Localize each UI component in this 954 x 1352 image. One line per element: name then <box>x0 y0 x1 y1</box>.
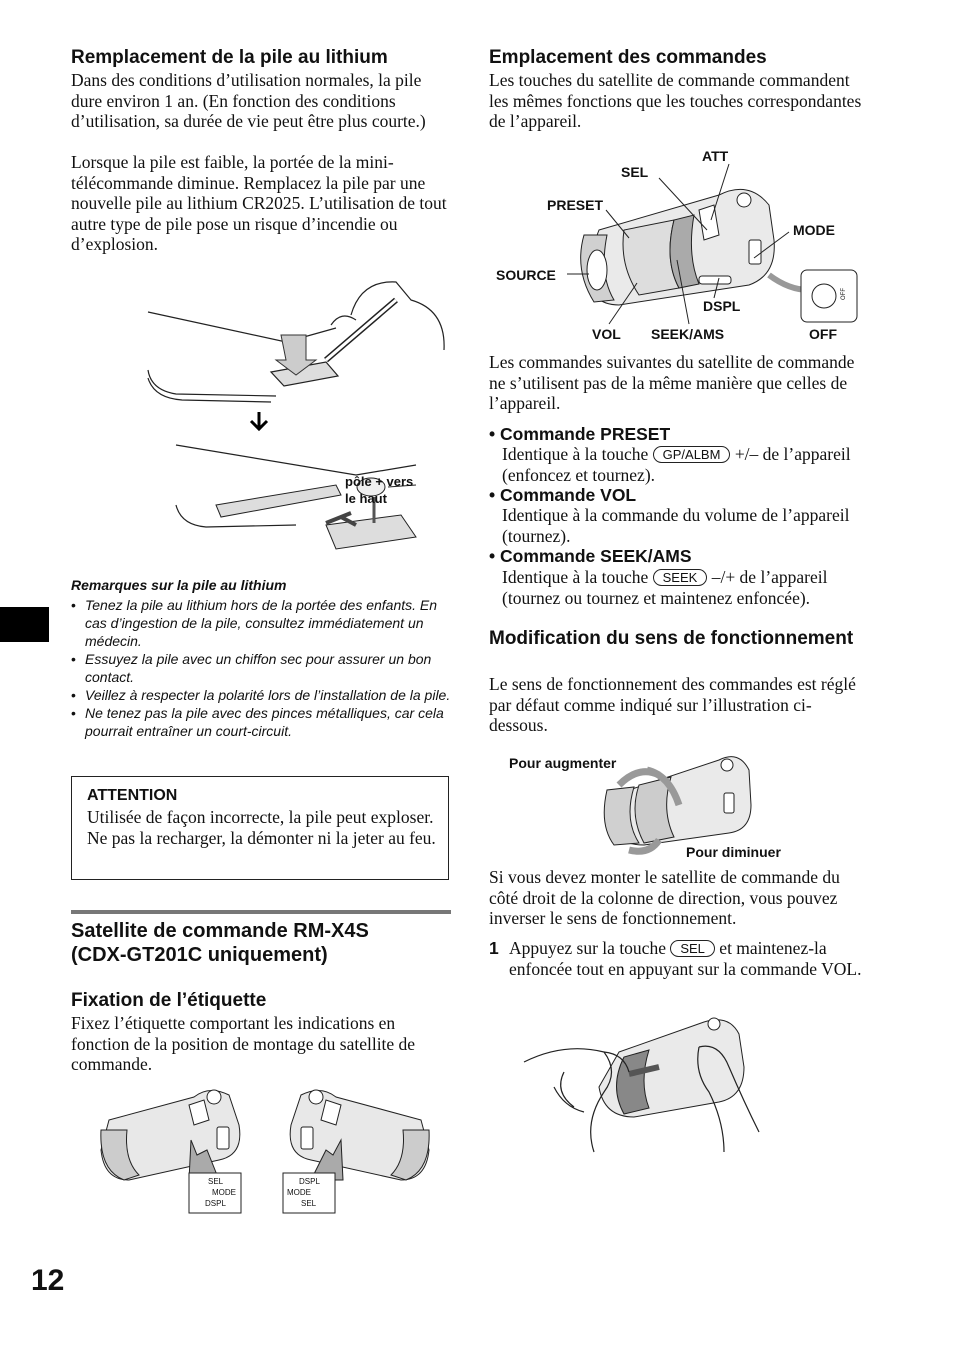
pole-label-2: le haut <box>345 491 387 506</box>
seek-title: • Commande SEEK/AMS <box>489 546 692 566</box>
notes-title: Remarques sur la pile au lithium <box>71 577 287 593</box>
vol-body: Identique à la commande du volume de l’appareil (tournez). <box>502 505 850 546</box>
label-off: OFF <box>809 326 837 342</box>
preset-title: • Commande PRESET <box>489 424 671 444</box>
difference-body: Les commandes suivantes du satellite de commande ne s’utilisent pas de la même manière que celles de l’appareil. <box>489 352 855 413</box>
attention-title: ATTENTION <box>87 787 178 804</box>
label-seek-ams: SEEK/AMS <box>651 326 725 342</box>
notes-list <box>71 596 451 740</box>
note-item: • Essuyez la pile avec un chiffon sec pour assurer un bon contact. <box>71 650 451 686</box>
preset-body: Identique à la touche GP/ALBM +/– de l’appareil (enfoncez et tournez). <box>502 444 851 485</box>
sticker-right-dspl: DSPL <box>299 1177 320 1186</box>
label-dspl: DSPL <box>703 298 741 314</box>
seek-key: SEEK <box>653 569 708 586</box>
step-number: 1 <box>489 938 499 958</box>
satellite-heading: Satellite de commande RM-X4S (CDX-GT201C uniquement) <box>71 920 369 966</box>
label-att: ATT <box>702 148 729 164</box>
sticker-left-dspl: DSPL <box>205 1199 226 1208</box>
rotation-direction-illustration <box>599 745 759 860</box>
mount-body: Si vous devez monter le satellite de commande du côté droit de la colonne de direction, vous pouvez inverser le sens de fonctionnement. <box>489 867 840 928</box>
note-item: • Veillez à respecter la polarité lors de l’installation de la pile. <box>71 686 451 704</box>
attention-body: Utilisée de façon incorrecte, la pile peut exploser. Ne pas la recharger, la démonter ni la jeter au feu. <box>87 807 436 848</box>
label-off-small: OFF <box>841 288 847 300</box>
section-rule <box>71 910 451 914</box>
attention-box <box>71 776 449 880</box>
hand-pressing-illustration <box>524 1012 759 1162</box>
vol-title: • Commande VOL <box>489 485 637 505</box>
label-mode: MODE <box>793 222 835 238</box>
section-tab <box>0 607 49 642</box>
sticker-right-sel: SEL <box>301 1199 317 1208</box>
label-source: SOURCE <box>496 267 556 283</box>
sticker-left-sel: SEL <box>208 1177 224 1186</box>
page-number: 12 <box>31 1264 65 1297</box>
label-heading: Fixation de l’étiquette <box>71 990 267 1011</box>
diagram-leader-lines <box>489 150 869 330</box>
seek-body: Identique à la touche SEEK –/+ de l’appareil (tournez ou tournez et maintenez enfoncée). <box>502 567 828 608</box>
sel-key: SEL <box>670 940 715 957</box>
modification-heading: Modification du sens de fonctionnement <box>489 628 854 649</box>
label-pour-augmenter: Pour augmenter <box>509 755 617 771</box>
sticker-right-mode: MODE <box>287 1188 311 1197</box>
note-item: • Ne tenez pas la pile avec des pinces métalliques, car cela pourrait entraîner un court-circuit. <box>71 704 451 740</box>
sticker-left-mode: MODE <box>212 1188 236 1197</box>
remote-battery-illustration <box>146 280 456 410</box>
battery-paragraph-2: Lorsque la pile est faible, la portée de la mini-télécommande diminue. Remplacez la pile par une nouvelle pile au lithium CR2025. L’utilisation de tout autre type de pile pose un risque d’incendie ou d’explosion. <box>71 152 447 254</box>
label-preset: PRESET <box>547 197 604 213</box>
gp-albm-key: GP/ALBM <box>653 446 731 463</box>
pole-label-1: pôle + vers <box>345 474 414 489</box>
controls-body: Les touches du satellite de commande commandent les mêmes fonctions que les touches correspondantes de l’appareil. <box>489 70 862 131</box>
step-body: Appuyez sur la touche SEL et maintenez-la enfoncée tout en appuyant sur la commande VOL. <box>509 938 862 979</box>
label-pour-diminuer: Pour diminuer <box>686 844 781 860</box>
battery-heading: Remplacement de la pile au lithium <box>71 47 388 68</box>
note-item: • Tenez la pile au lithium hors de la portée des enfants. En cas d’ingestion de la pile, consultez immédiatement un médecin. <box>71 596 451 650</box>
label-vol: VOL <box>592 326 621 342</box>
arrow-down-icon <box>248 410 270 432</box>
battery-paragraph-1: Dans des conditions d’utilisation normales, la pile dure environ 1 an. (En fonction des conditions d’utilisation, sa durée de vie peut être plus courte.) <box>71 70 426 131</box>
modification-body: Le sens de fonctionnement des commandes est réglé par défaut comme indiqué sur l’illustration ci-dessous. <box>489 674 856 735</box>
label-body: Fixez l’étiquette comportant les indications en fonction de la position de montage du satellite de commande. <box>71 1013 416 1074</box>
controls-heading: Emplacement des commandes <box>489 47 767 68</box>
label-sel: SEL <box>621 164 649 180</box>
